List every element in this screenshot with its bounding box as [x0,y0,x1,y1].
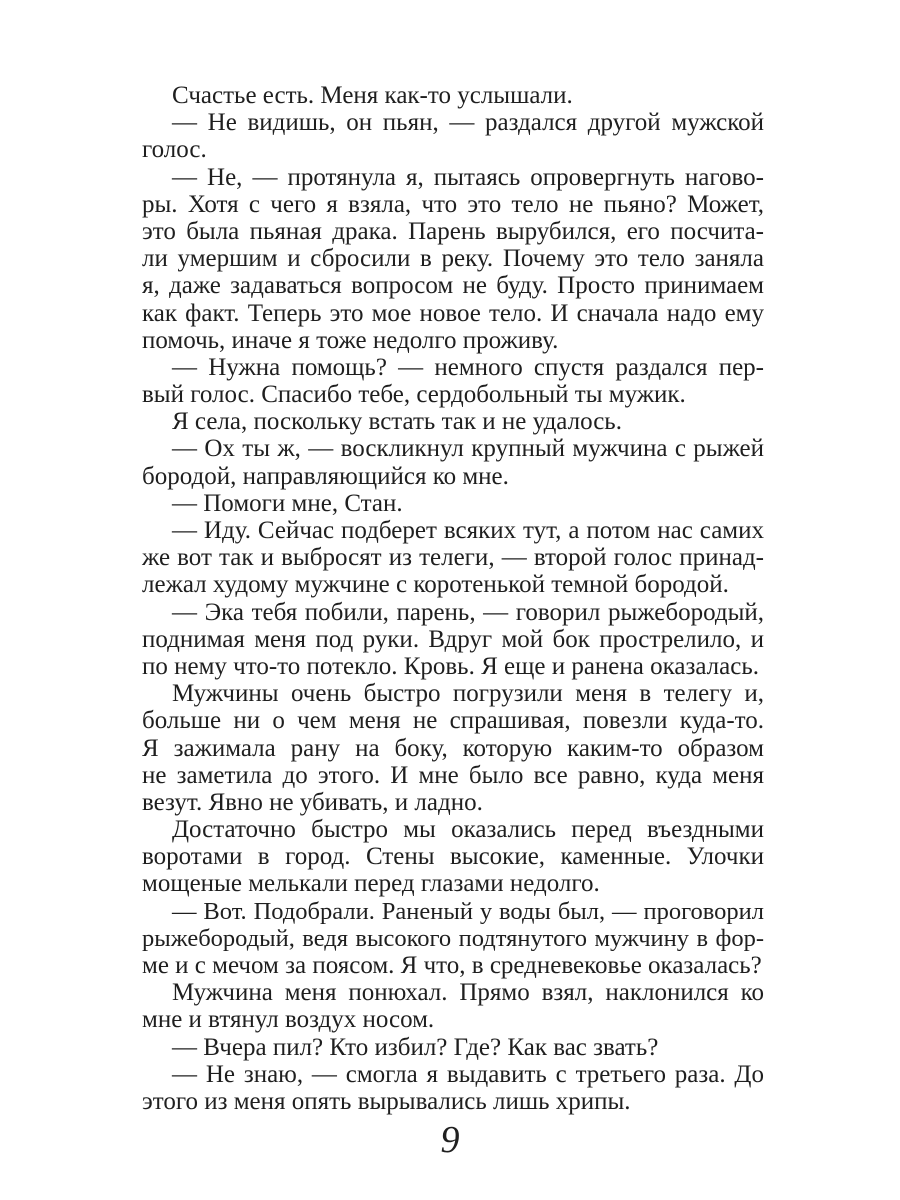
text-line: везут. Явно не убивать, и ладно. [142,788,483,816]
text-line: воротами в город. Стены высокие, каменные. Улочки [142,843,764,871]
text-line: — Вот. Подобрали. Раненый у воды был, — проговорил [172,897,764,925]
text-line: — Помоги мне, Стан. [172,489,403,517]
text-line: это была пьяная драка. Парень вырубился, его посчита- [142,217,764,245]
text-line: я, даже задаваться вопросом не буду. Просто принимаем [142,272,764,300]
text-line: как факт. Теперь это мое новое тело. И сначала надо ему [142,299,764,327]
text-line: — Эка тебя побили, парень, — говорил рыжебородый, [172,598,764,626]
text-line: — Ох ты ж, — воскликнул крупный мужчина с рыжей [172,435,764,463]
text-line: рыжебородый, ведя высокого подтянутого мужчину в фор- [142,924,764,952]
text-line: мне и втянул воздух носом. [142,1006,435,1034]
text-line: — Вчера пил? Кто избил? Где? Как вас звать? [172,1033,659,1061]
text-line: больше ни о чем меня не спрашивая, повезли куда-то. [142,707,764,735]
page-text [142,82,764,1115]
text-line: голос. [142,136,207,164]
text-line: вый голос. Спасибо тебе, сердобольный ты мужик. [142,381,686,409]
text-line: Мужчины очень быстро погрузили меня в телегу и, [172,680,764,708]
text-line: Мужчина меня понюхал. Прямо взял, наклонился ко [172,979,764,1007]
text-line: — Не знаю, — смогла я выдавить с третьего раза. До [172,1060,764,1088]
text-line: Я села, поскольку встать так и не удалось. [172,408,622,436]
text-line: мощеные мелькали перед глазами недолго. [142,870,600,898]
text-line: этого из меня опять вырывались лишь хрипы. [142,1087,631,1115]
text-line: по нему что-то потекло. Кровь. Я еще и ранена оказалась. [142,652,760,680]
page-number: 9 [440,1119,460,1161]
text-line: помочь, иначе я тоже недолго проживу. [142,326,559,354]
text-line: ры. Хотя с чего я взяла, что это тело не пьяно? Может, [142,190,764,218]
text-line: лежал худому мужчине с коротенькой темной бородой. [142,571,729,599]
text-line: бородой, направляющийся ко мне. [142,462,509,490]
text-line: — Не видишь, он пьян, — раздался другой мужской [172,109,764,137]
text-line: — Не, — протянула я, пытаясь опровергнуть нагово- [172,163,764,191]
text-line: — Нужна помощь? — немного спустя раздался пер- [172,353,764,381]
text-line: ли умершим и сбросили в реку. Почему это тело заняла [142,245,764,273]
text-line: Счастье есть. Меня как-то услышали. [172,82,573,109]
text-line: не заметила до этого. И мне было все равно, куда меня [142,761,764,789]
text-line: ме и с мечом за поясом. Я что, в средневековье оказалась? [142,952,762,979]
text-line: Я зажимала рану на боку, которую каким-то образом [142,734,764,762]
text-line: — Иду. Сейчас подберет всяких тут, а потом нас самих [172,517,764,544]
text-line: Достаточно быстро мы оказались перед въездными [172,816,764,844]
text-line: же вот так и выбросят из телеги, — второй голос принад- [142,544,764,572]
text-line: поднимая меня под руки. Вдруг мой бок прострелило, и [142,625,764,653]
